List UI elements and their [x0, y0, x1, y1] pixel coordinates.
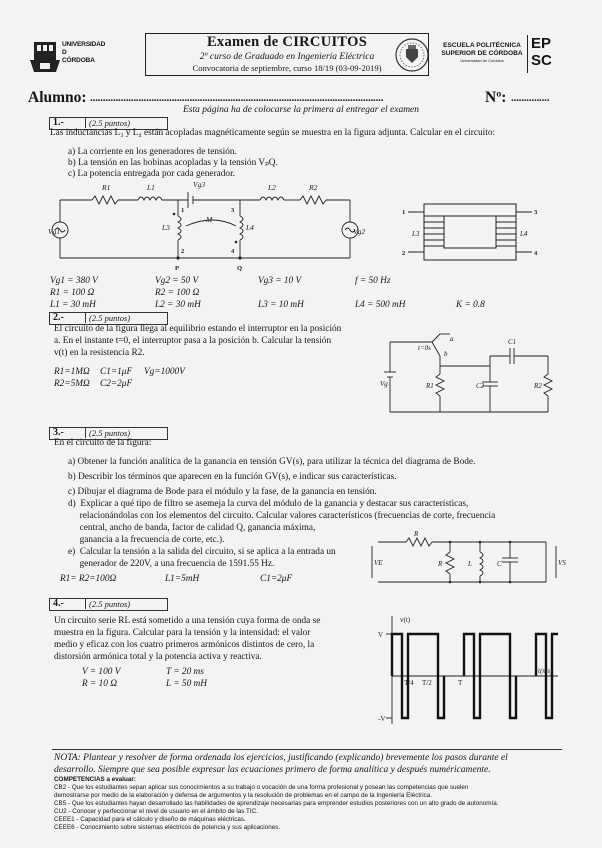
q3-item-d-2: relacionándolas con los elementos del circuito. Calcular valores característicos (frecuencias de corte, frecuencia: [68, 511, 496, 521]
q3-item-b: b) Describir los términos que aparecen en la función GV(s), e indicar sus características.: [68, 472, 397, 482]
alumno-label: Alumno:: [28, 89, 87, 106]
q1-node-2: 2: [181, 248, 185, 255]
q2-line-3: v(t) en la resistencia R2.: [54, 348, 145, 358]
svg-text:V: V: [378, 631, 384, 639]
q2-circuit: [380, 330, 560, 422]
exam-title: Examen de CIRCUITOS: [206, 34, 368, 50]
competencia-cb5: CB5 - Que los estudiantes hayan desarrollado las habilidades de aprendizaje necesarias para emprender estudios posteriores con un alto grado de autonomía.: [54, 800, 499, 807]
q2-line-1: El circuito de la figura llega al equilibrio estando el interruptor en la posición: [54, 324, 342, 334]
q4-line-3: medio y eficaz con los cuatro primeros armónicos distintos de cero, la: [54, 640, 315, 650]
q1-label-l2: L2: [268, 183, 276, 192]
q3-item-e-2: generador de 220V, a una frecuencia de 1591.55 Hz.: [68, 559, 275, 569]
q3-circuit: [370, 530, 570, 590]
q4-line-1: Un circuito serie RL está sometido a una tensión cuya forma de onda se: [54, 616, 321, 626]
school-name-1: ESCUELA POLITÉCNICA: [443, 42, 521, 49]
svg-text:t=0s: t=0s: [418, 344, 431, 352]
q2-line-2: a. En el instante t=0, el interruptor pasa a la posición b. Calcular la tensión: [54, 336, 332, 346]
svg-text:2: 2: [402, 250, 406, 257]
q1-node-1: 1: [181, 207, 185, 214]
competencia-cb2-1: CB2 - Que los estudiantes sepan aplicar sus conocimientos a su trabajo o vocación de una forma profesional y posean las competencias que suelen: [54, 784, 469, 791]
crest-icon: [393, 36, 431, 74]
q1-label-m: M: [206, 215, 213, 224]
school-name-3: Universidad de Córdoba: [460, 58, 504, 63]
q3-item-c: c) Dibujar el diagrama de Bode para el módulo y la fase, de la ganancia en tensión.: [68, 487, 377, 497]
svg-text:b: b: [444, 350, 448, 358]
q1-item-c: c) La potencia entregada por cada generador.: [68, 169, 235, 179]
q3-item-d-1: d) Explicar a qué tipo de filtro se asemeja la curva del módulo de la ganancia y destacar sus características,: [68, 499, 469, 509]
svg-text:R2: R2: [534, 382, 542, 390]
q4-header: [49, 598, 168, 611]
q3-number: 3.-: [53, 427, 64, 438]
svg-text:C: C: [497, 560, 502, 568]
q2-number: 2.-: [53, 312, 64, 323]
q4-number: 4.-: [53, 598, 64, 609]
q1-label-l3: L3: [162, 223, 170, 232]
q1-label-r2: R2: [309, 183, 318, 192]
q3-statement: En el circuito de la figura:: [54, 438, 152, 448]
q2-points: (2.5 puntos): [85, 313, 130, 323]
svg-text:T/2: T/2: [422, 679, 432, 687]
q1-statement: Las inductancias L₃ y L₄ están acopladas magnéticamente según se muestra en la figura adjunta. Calcular en el circuito:: [50, 128, 496, 138]
svg-text:R: R: [414, 530, 419, 538]
q1-node-3: 3: [231, 207, 235, 214]
q1-coupling-figure: [400, 198, 540, 270]
q1-number: 1.-: [53, 117, 64, 128]
q1-node-p: P: [175, 265, 179, 272]
svg-text:C1: C1: [508, 338, 517, 346]
svg-text:C2: C2: [476, 382, 485, 390]
q3-item-d-3: central, ancho de banda, factor de calidad Q, ganancia máxima,: [68, 523, 316, 533]
q4-points: (2.5 puntos): [85, 599, 130, 609]
page-instruction: Esta página ha de colocarse la primera al entregar el examen: [182, 105, 420, 115]
svg-text:L4: L4: [520, 230, 528, 238]
q1-node-q: Q: [237, 265, 243, 272]
eps-logo: EP SC: [527, 35, 554, 73]
svg-text:R: R: [438, 560, 443, 568]
svg-text:L3: L3: [412, 230, 420, 238]
q1-label-l1: L1: [147, 183, 155, 192]
alumno-dots[interactable]: ...................................................................................................................: [90, 92, 384, 104]
svg-text:1: 1: [402, 209, 406, 216]
university-name-2: D: [62, 49, 67, 56]
svg-text:Vg: Vg: [380, 380, 388, 388]
competencias-title: COMPETENCIAS a evaluar:: [54, 776, 136, 783]
competencia-ceee6: CEEE6 - Conocimiento sobre sistemas eléctricos de potencia y sus aplicaciones.: [54, 824, 281, 831]
nota-divider: [52, 749, 562, 750]
svg-text:t(ms): t(ms): [538, 667, 553, 675]
svg-text:L: L: [468, 560, 472, 568]
q1-label-vg3: Vg3: [193, 180, 206, 189]
svg-text:R1: R1: [426, 382, 434, 390]
competencia-cu2: CU2 - Conocer y perfeccionar el nivel de usuario en el ámbito de las TIC.: [54, 808, 258, 815]
svg-text:4: 4: [534, 250, 538, 257]
q1-label-l4: L4: [246, 223, 254, 232]
svg-text:v(t): v(t): [400, 616, 411, 624]
q4-line-2: muestra en la figura. Calcular para la tensión y la intensidad: el valor: [54, 628, 311, 638]
svg-text:a: a: [450, 335, 454, 343]
q1-node-4: 4: [231, 248, 235, 255]
q1-item-a: a) La corriente en los generadores de tensión.: [68, 147, 237, 157]
svg-text:T/4: T/4: [404, 679, 414, 687]
q3-item-d-4: ganancia a la frecuencia de corte, etc.).: [68, 535, 225, 545]
q3-points: (2.5 puntos): [85, 428, 130, 438]
nota-line-2: desarrollo. Siempre que sea posible expresar las ecuaciones primero de forma analítica y después numéricamente.: [54, 765, 491, 775]
exam-subtitle: 2º curso de Graduado en Ingeniería Eléctrica: [199, 52, 375, 62]
competencia-ceee1: CEEE1 - Capacidad para el cálculo y diseño de máquinas eléctricas.: [54, 816, 246, 823]
q3-item-e-1: e) Calcular la tensión a la salida del circuito, si se aplica a la entrada un: [68, 547, 336, 557]
q1-item-b: b) La tensión en las bobinas acopladas y la tensión VₚQ.: [68, 158, 278, 168]
q4-waveform: [378, 612, 562, 728]
exam-header-box: [145, 33, 429, 76]
q1-label-vg2: Vg2: [353, 227, 366, 236]
q1-points: (2.5 puntos): [85, 118, 130, 128]
exam-convocatoria: Convocatoria de septiembre, curso 18/19 (03-09-2019): [192, 63, 382, 73]
competencia-cb2-2: demostrarse por medio de la elaboración y defensa de argumentos y la resolución de problemas en el campo de la Ingeniería Eléctrica.: [54, 792, 433, 799]
svg-text:-V: -V: [378, 715, 386, 723]
q1-circuit: [50, 178, 370, 274]
university-name-3: CÓRDOBA: [62, 57, 95, 64]
nota-line-1: NOTA: Plantear y resolver de forma ordenada los ejercicios, justificando (explicando) brevemente los pasos durante el: [54, 753, 508, 763]
q3-item-a: a) Obtener la función analítica de la ganancia en tensión GV(s), para utilizar la técnica del diagrama de Bode.: [68, 457, 476, 467]
svg-text:3: 3: [534, 209, 538, 216]
q1-label-r1: R1: [102, 183, 111, 192]
svg-text:VE: VE: [374, 559, 383, 567]
svg-text:VS: VS: [558, 559, 566, 567]
q1-label-vg1: Vg1: [48, 227, 61, 236]
q4-line-4: distorsión armónica total y la potencia activa y reactiva.: [54, 652, 262, 662]
numero-label: Nº:: [485, 89, 507, 106]
school-name-2: SUPERIOR DE CÓRDOBA: [441, 50, 523, 57]
svg-text:T: T: [458, 679, 463, 687]
university-name-1: UNIVERSIDAD: [62, 41, 106, 48]
university-logo: [28, 38, 62, 76]
numero-dots[interactable]: ...............: [511, 92, 550, 104]
